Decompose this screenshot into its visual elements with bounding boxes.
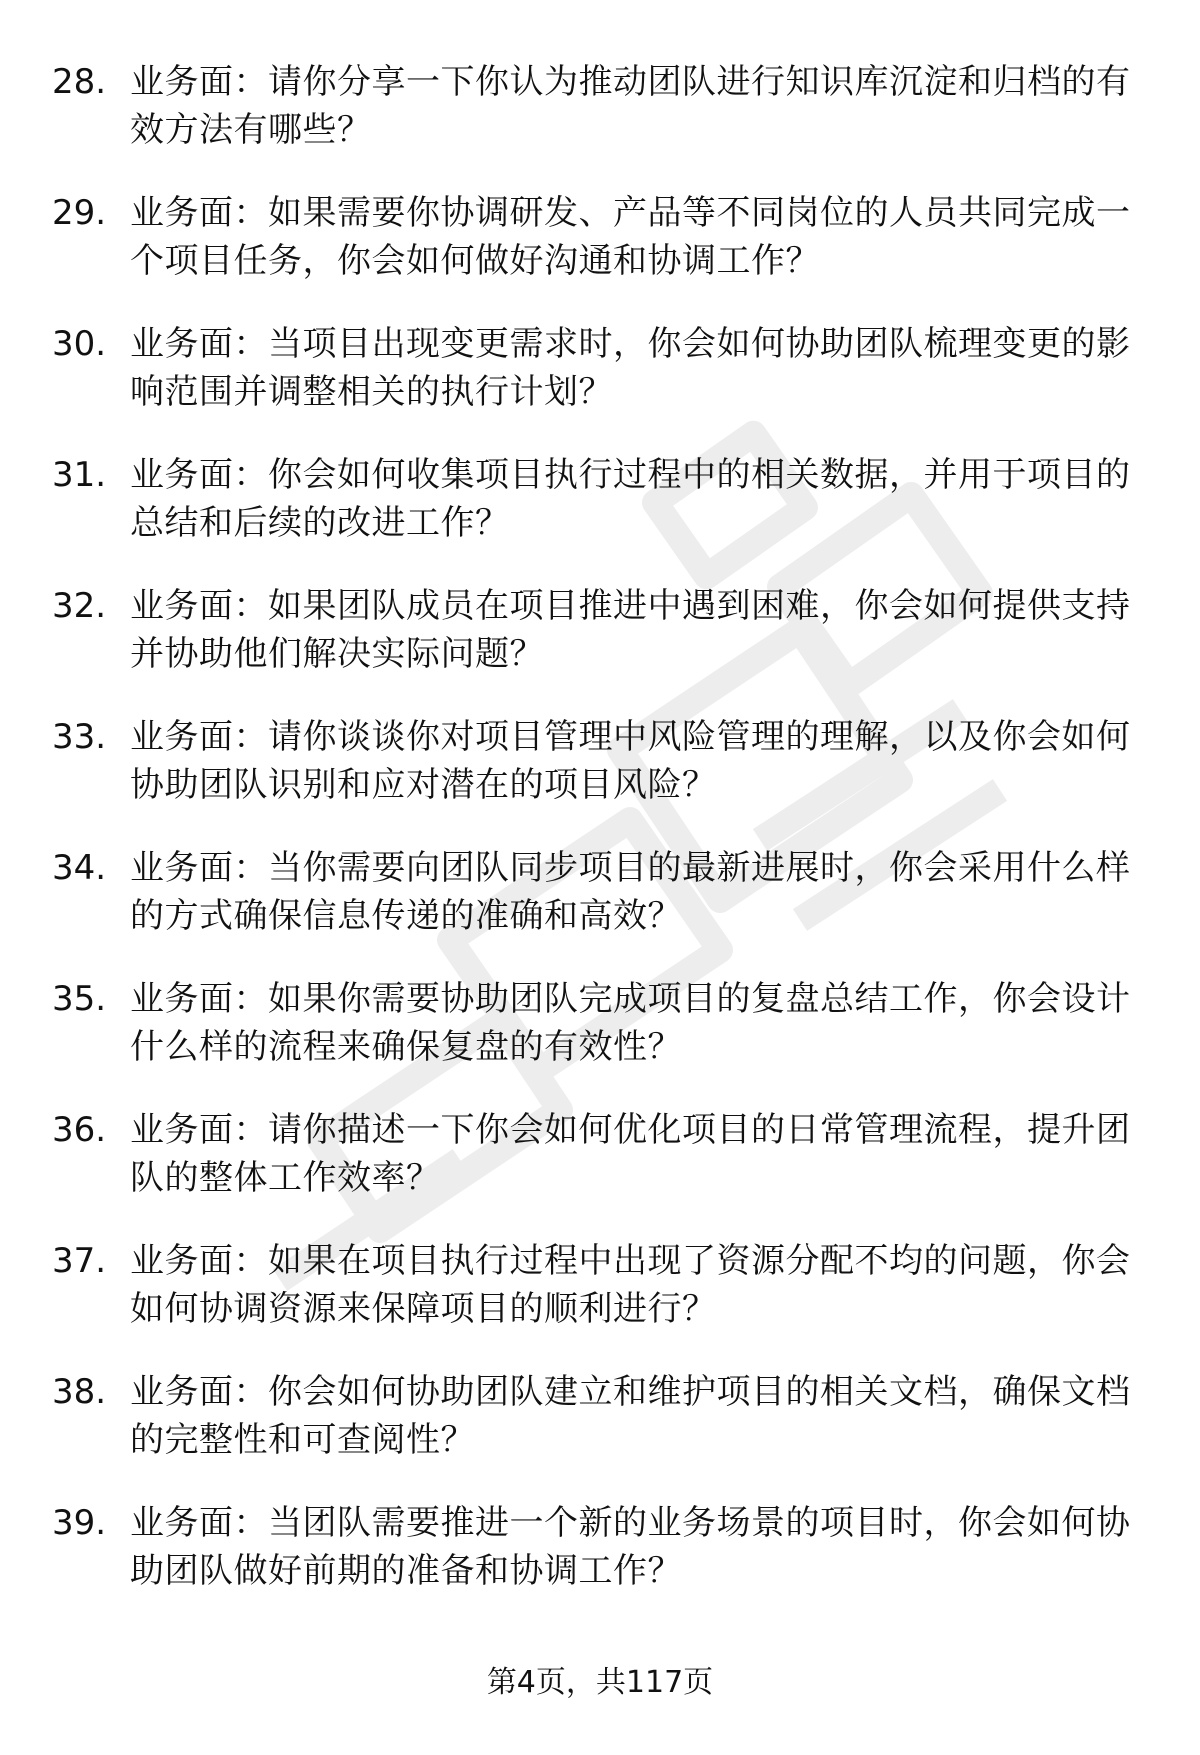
question-text: 业务面：你会如何收集项目执行过程中的相关数据，并用于项目的总结和后续的改进工作？	[130, 455, 1131, 543]
question-number: 30.	[52, 324, 107, 364]
question-item	[52, 713, 1142, 844]
question-text: 业务面：当团队需要推进一个新的业务场景的项目时，你会如何协助团队做好前期的准备和协调工作？	[130, 1503, 1131, 1591]
question-item	[52, 451, 1142, 582]
question-number: 29.	[52, 193, 107, 233]
question-item	[52, 582, 1142, 713]
question-number: 36.	[52, 1110, 107, 1150]
question-item	[52, 1106, 1142, 1237]
question-item	[52, 189, 1142, 320]
page-footer: 第4页，共117页	[486, 1665, 714, 1700]
question-text: 业务面：当你需要向团队同步项目的最新进展时，你会采用什么样的方式确保信息传递的准确和高效？	[130, 848, 1131, 936]
question-text: 业务面：请你谈谈你对项目管理中风险管理的理解，以及你会如何协助团队识别和应对潜在的项目风险？	[130, 717, 1131, 805]
question-number: 38.	[52, 1372, 107, 1412]
question-item	[52, 844, 1142, 975]
question-number: 35.	[52, 979, 107, 1019]
question-item	[52, 58, 1142, 189]
question-number: 28.	[52, 62, 107, 102]
question-text: 业务面：请你分享一下你认为推动团队进行知识库沉淀和归档的有效方法有哪些？	[130, 62, 1131, 150]
question-text: 业务面：如果需要你协调研发、产品等不同岗位的人员共同完成一个项目任务，你会如何做好沟通和协调工作？	[130, 193, 1131, 281]
question-item	[52, 1237, 1142, 1368]
question-number: 32.	[52, 586, 107, 626]
question-item	[52, 320, 1142, 451]
question-text: 业务面：你会如何协助团队建立和维护项目的相关文档，确保文档的完整性和可查阅性？	[130, 1372, 1131, 1460]
question-text: 业务面：如果你需要协助团队完成项目的复盘总结工作，你会设计什么样的流程来确保复盘的有效性？	[130, 979, 1131, 1067]
question-item	[52, 1499, 1142, 1630]
question-item	[52, 1368, 1142, 1499]
question-text: 业务面：请你描述一下你会如何优化项目的日常管理流程，提升团队的整体工作效率？	[130, 1110, 1131, 1198]
question-number: 31.	[52, 455, 107, 495]
question-number: 34.	[52, 848, 107, 888]
question-number: 39.	[52, 1503, 107, 1543]
question-text: 业务面：如果团队成员在项目推进中遇到困难，你会如何提供支持并协助他们解决实际问题？	[130, 586, 1131, 674]
question-number: 33.	[52, 717, 107, 757]
question-text: 业务面：当项目出现变更需求时，你会如何协助团队梳理变更的影响范围并调整相关的执行计划？	[130, 324, 1131, 412]
question-number: 37.	[52, 1241, 107, 1281]
question-text: 业务面：如果在项目执行过程中出现了资源分配不均的问题，你会如何协调资源来保障项目的顺利进行？	[130, 1241, 1131, 1329]
question-list	[52, 58, 1142, 1630]
question-item	[52, 975, 1142, 1106]
